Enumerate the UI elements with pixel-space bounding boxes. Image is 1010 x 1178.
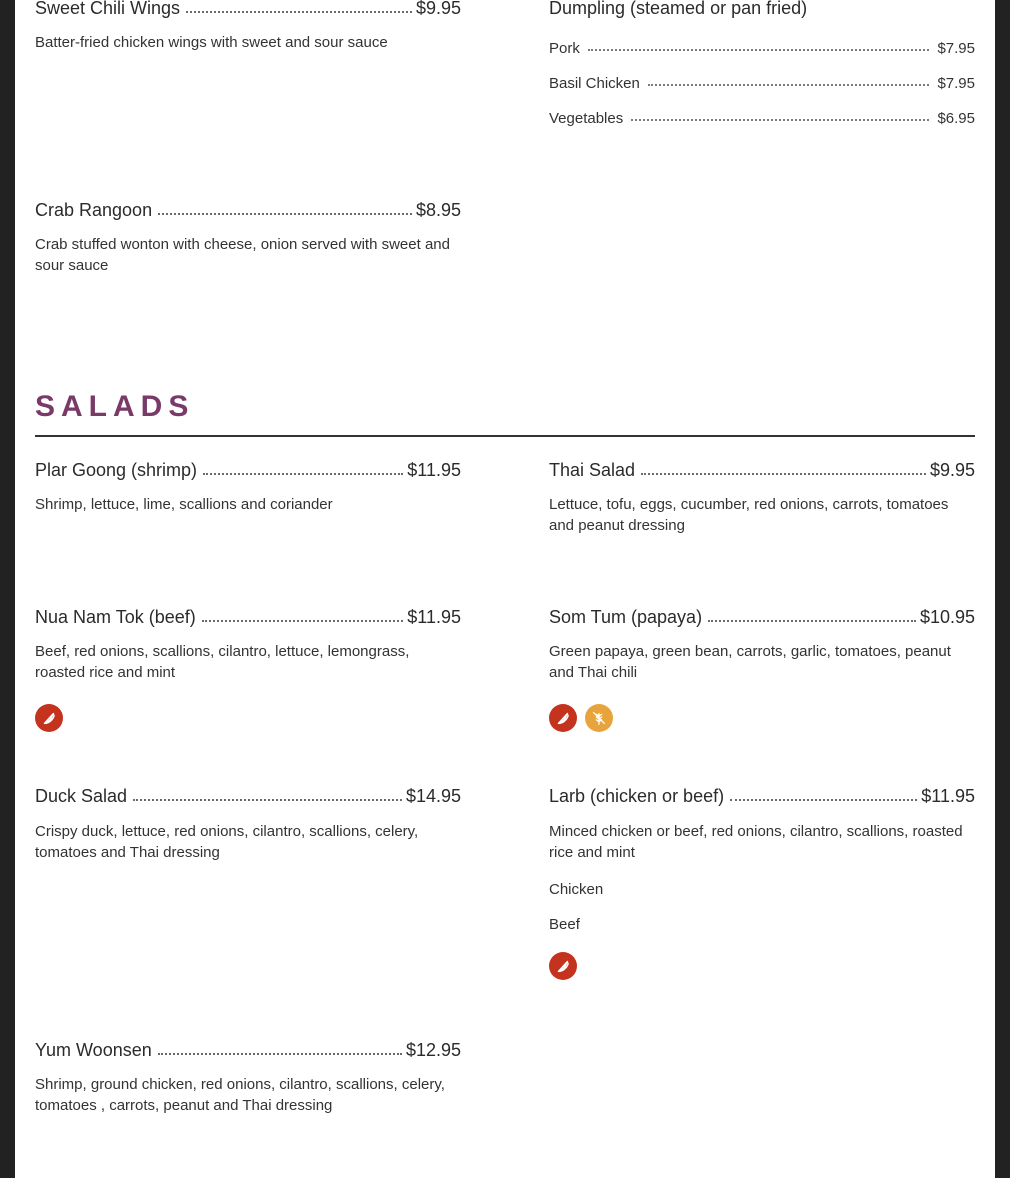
section-divider bbox=[35, 435, 975, 437]
menu-item-yum-woonsen[interactable] bbox=[35, 1040, 461, 1116]
dot-leader bbox=[588, 49, 930, 51]
option-name: Vegetables bbox=[549, 110, 624, 127]
item-price: $9.95 bbox=[415, 0, 461, 18]
item-name: Dumpling (steamed or pan fried) bbox=[549, 0, 808, 18]
item-description: Minced chicken or beef, red onions, cilantro, scallions, roasted rice and mint bbox=[549, 823, 963, 861]
dot-leader bbox=[202, 620, 404, 622]
menu-item-larb[interactable] bbox=[549, 786, 975, 980]
item-price: $9.95 bbox=[929, 460, 975, 480]
item-price: $11.95 bbox=[921, 786, 975, 806]
dot-leader bbox=[186, 11, 412, 13]
dot-leader bbox=[648, 84, 930, 86]
dot-leader bbox=[631, 119, 929, 121]
item-name: Nua Nam Tok (beef) bbox=[35, 607, 196, 627]
item-name: Thai Salad bbox=[549, 460, 636, 480]
dot-leader bbox=[641, 473, 926, 475]
menu-item-duck-salad[interactable] bbox=[35, 786, 461, 863]
dietary-icons bbox=[35, 704, 461, 732]
item-description: Crispy duck, lettuce, red onions, cilantro, scallions, celery, tomatoes and Thai dressing bbox=[35, 823, 419, 861]
option-name: Pork bbox=[549, 40, 580, 57]
dot-leader bbox=[158, 213, 412, 215]
item-price: $11.95 bbox=[407, 460, 461, 480]
larb-option-beef[interactable]: Beef bbox=[549, 916, 580, 933]
item-description: Green papaya, green bean, carrots, garlic, tomatoes, peanut and Thai chili bbox=[549, 643, 951, 681]
item-name: Som Tum (papaya) bbox=[549, 607, 703, 627]
item-name: Larb (chicken or beef) bbox=[549, 786, 725, 806]
chili-icon bbox=[549, 704, 577, 732]
item-description: Shrimp, ground chicken, red onions, cilantro, scallions, celery, tomatoes , carrots, peanut and Thai dressing bbox=[35, 1076, 445, 1114]
item-price: $8.95 bbox=[415, 200, 461, 220]
dietary-icons bbox=[549, 952, 975, 980]
menu-item-thai-salad[interactable] bbox=[549, 460, 975, 536]
chili-icon bbox=[549, 952, 577, 980]
item-description: Batter-fried chicken wings with sweet and sour sauce bbox=[35, 34, 388, 51]
option-name: Basil Chicken bbox=[549, 75, 640, 92]
menu-item-plar-goong[interactable] bbox=[35, 460, 461, 515]
menu-item-crab-rangoon[interactable] bbox=[35, 200, 461, 276]
item-price: $12.95 bbox=[405, 1040, 461, 1060]
item-name: Sweet Chili Wings bbox=[35, 0, 181, 18]
dot-leader bbox=[203, 473, 403, 475]
item-name: Duck Salad bbox=[35, 786, 128, 806]
dumpling-option-pork[interactable] bbox=[549, 40, 975, 57]
item-name: Yum Woonsen bbox=[35, 1040, 152, 1060]
menu-item-sweet-chili-wings[interactable] bbox=[35, 0, 461, 53]
menu-page bbox=[15, 0, 995, 1178]
menu-item-nua-nam-tok[interactable] bbox=[35, 607, 461, 732]
item-price: $14.95 bbox=[405, 786, 461, 806]
dot-leader bbox=[730, 799, 917, 801]
section-title-salads: SALADS bbox=[35, 390, 195, 423]
dietary-icons bbox=[549, 704, 975, 732]
dot-leader bbox=[708, 620, 916, 622]
menu-item-som-tum[interactable] bbox=[549, 607, 975, 732]
item-name: Plar Goong (shrimp) bbox=[35, 460, 198, 480]
larb-option-chicken[interactable]: Chicken bbox=[549, 881, 604, 898]
dot-leader bbox=[158, 1053, 402, 1055]
item-description: Lettuce, tofu, eggs, cucumber, red onions, carrots, tomatoes and peanut dressing bbox=[549, 496, 949, 534]
dumpling-option-basil-chicken[interactable] bbox=[549, 75, 975, 92]
dot-leader bbox=[133, 799, 402, 801]
item-price: $11.95 bbox=[407, 607, 461, 627]
item-description: Beef, red onions, scallions, cilantro, lettuce, lemongrass, roasted rice and mint bbox=[35, 643, 410, 681]
option-price: $6.95 bbox=[937, 110, 975, 127]
item-price: $10.95 bbox=[919, 607, 975, 627]
menu-item-dumpling[interactable] bbox=[549, 0, 975, 127]
item-description: Crab stuffed wonton with cheese, onion served with sweet and sour sauce bbox=[35, 236, 450, 274]
gluten-free-icon bbox=[585, 704, 613, 732]
chili-icon bbox=[35, 704, 63, 732]
option-price: $7.95 bbox=[937, 40, 975, 57]
item-description: Shrimp, lettuce, lime, scallions and coriander bbox=[35, 496, 333, 513]
dumpling-option-vegetables[interactable] bbox=[549, 110, 975, 127]
option-price: $7.95 bbox=[937, 75, 975, 92]
item-name: Crab Rangoon bbox=[35, 200, 153, 220]
